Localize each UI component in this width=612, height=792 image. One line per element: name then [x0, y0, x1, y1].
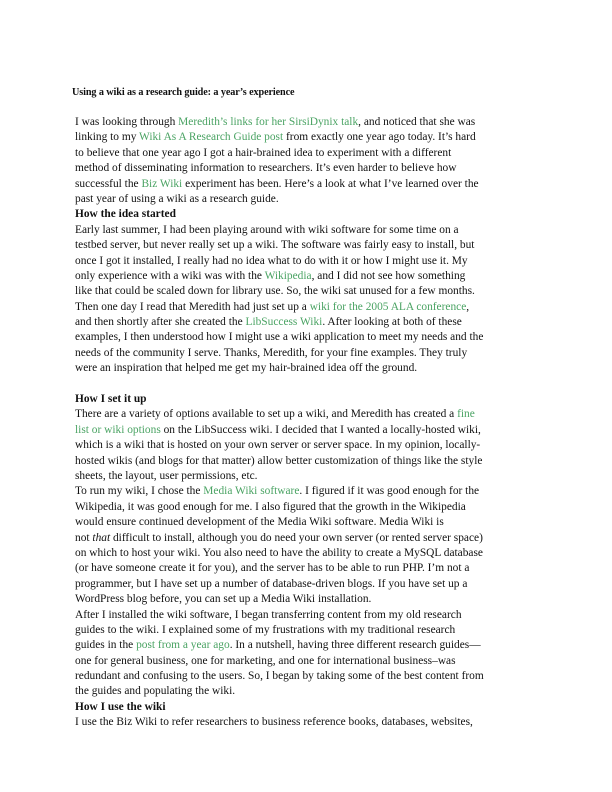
text-line: Then one day I read that Meredith had just set up a wiki for the 2005 ALA conference, — [75, 300, 470, 313]
text-line: hosted wikis (and blogs for that matter) allow better customization of things like the style — [75, 454, 483, 467]
text-line: guides in the post from a year ago. In a nutshell, having three different research guides— — [75, 639, 481, 652]
text-line: To run my wiki, I chose the Media Wiki software. I figured if it was good enough for the — [75, 485, 480, 498]
text-line: the guides and populating the wiki. — [75, 685, 236, 698]
link-wiki-options[interactable]: fine — [457, 408, 475, 421]
article-title: Using a wiki as a research guide: a year’s experience — [72, 87, 295, 98]
text-line: once I got it installed, I really had no idea what to do with it or how I might use it. My — [75, 254, 468, 267]
text-line: method of disseminating information to researchers. It’s even harder to believe how — [75, 162, 457, 175]
text-line: to believe that one year ago I got a hair-brained idea to experiment with a different — [75, 146, 452, 159]
text-line: and then shortly after she created the LibSuccess Wiki. After looking at both of these — [75, 316, 462, 329]
text-line: on which to host your wiki. You also need to have the ability to create a MySQL database — [75, 546, 483, 559]
text-line: like that could be scaled down for library use. So, the wiki sat unused for a few months. — [75, 285, 475, 298]
text-line: which is a wiki that is hosted on your own server or server space. In my opinion, locally- — [75, 439, 481, 452]
link-wiki-research-guide-post[interactable]: Wiki As A Research Guide post — [139, 131, 284, 144]
section-heading: How I set it up — [75, 393, 147, 406]
section-heading: How I use the wiki — [75, 700, 166, 713]
text-line: would ensure continued development of the Media Wiki software. Media Wiki is — [75, 516, 444, 529]
text-line: guides to the wiki. I explained some of my frustrations with my traditional research — [75, 623, 456, 636]
link-libsuccess-wiki[interactable]: LibSuccess Wiki — [245, 316, 323, 329]
article-body — [75, 115, 545, 731]
text-line: WordPress blog before, you can set up a Media Wiki installation. — [75, 593, 372, 606]
text-line: list or wiki options on the LibSuccess wiki. I decided that I wanted a locally-hosted wiki, — [75, 423, 481, 436]
text-line: (or have someone create it for you), and the server has to be able to run PHP. I’m not a — [75, 562, 470, 575]
section-heading: How the idea started — [75, 208, 176, 221]
text-line: I use the Biz Wiki to refer researchers to business reference books, databases, websites, — [75, 716, 473, 729]
link-wikipedia[interactable]: Wikipedia — [264, 269, 312, 282]
text-line: There are a variety of options available to set up a wiki, and Meredith has created a fine — [75, 408, 475, 421]
text-line: past year of using a wiki as a research guide. — [75, 192, 279, 205]
text-line: linking to my Wiki As A Research Guide post from exactly one year ago today. It’s hard — [75, 131, 476, 144]
text-line: testbed server, but never really set up a wiki. The software was fairly easy to install, but — [75, 239, 475, 252]
link-wiki-options-cont[interactable]: list or wiki options — [75, 423, 161, 436]
text-line: only experience with a wiki was with the Wikipedia, and I did not see how something — [75, 269, 466, 282]
text-line: After I installed the wiki software, I began transferring content from my old research — [75, 608, 462, 621]
text-line: needs of the community I serve. Thanks, Meredith, for your fine examples. They truly — [75, 346, 468, 359]
paragraph-gap — [75, 377, 545, 392]
text-line: I was looking through Meredith’s links for her SirsiDynix talk, and noticed that she was — [75, 116, 476, 128]
text-line: one for general business, one for marketing, and one for international business–was — [75, 654, 456, 667]
link-sirsidynix-talk[interactable]: Meredith’s links for her SirsiDynix talk — [178, 116, 359, 128]
text-line: examples, I then understood how I might use a wiki application to meet my needs and the — [75, 331, 484, 344]
text-line: successful the Biz Wiki experiment has been. Here’s a look at what I’ve learned over the — [75, 177, 479, 190]
emphasis-text: that — [92, 531, 111, 544]
text-line: programmer, but I have set up a number of database-driven blogs. If you have set up a — [75, 577, 468, 590]
text-line: Early last summer, I had been playing around with wiki software for some time on a — [75, 223, 459, 236]
link-media-wiki-software[interactable]: Media Wiki software — [203, 485, 300, 498]
link-ala-conference-wiki[interactable]: wiki for the 2005 ALA conference — [309, 300, 467, 313]
text-line: were an inspiration that helped me get my hair-brained idea off the ground. — [75, 362, 418, 375]
text-line: Wikipedia, it was good enough for me. I also figured that the growth in the Wikipedia — [75, 500, 466, 513]
text-line: not that difficult to install, although you do need your own server (or rented server space) — [75, 531, 483, 544]
text-line: sheets, the layout, user permissions, etc. — [75, 469, 258, 482]
text-line: redundant and confusing to the users. So, I began by taking some of the best content from — [75, 670, 484, 683]
link-biz-wiki[interactable]: Biz Wiki — [141, 177, 183, 190]
link-post-from-a-year-ago[interactable]: post from a year ago — [136, 639, 230, 652]
